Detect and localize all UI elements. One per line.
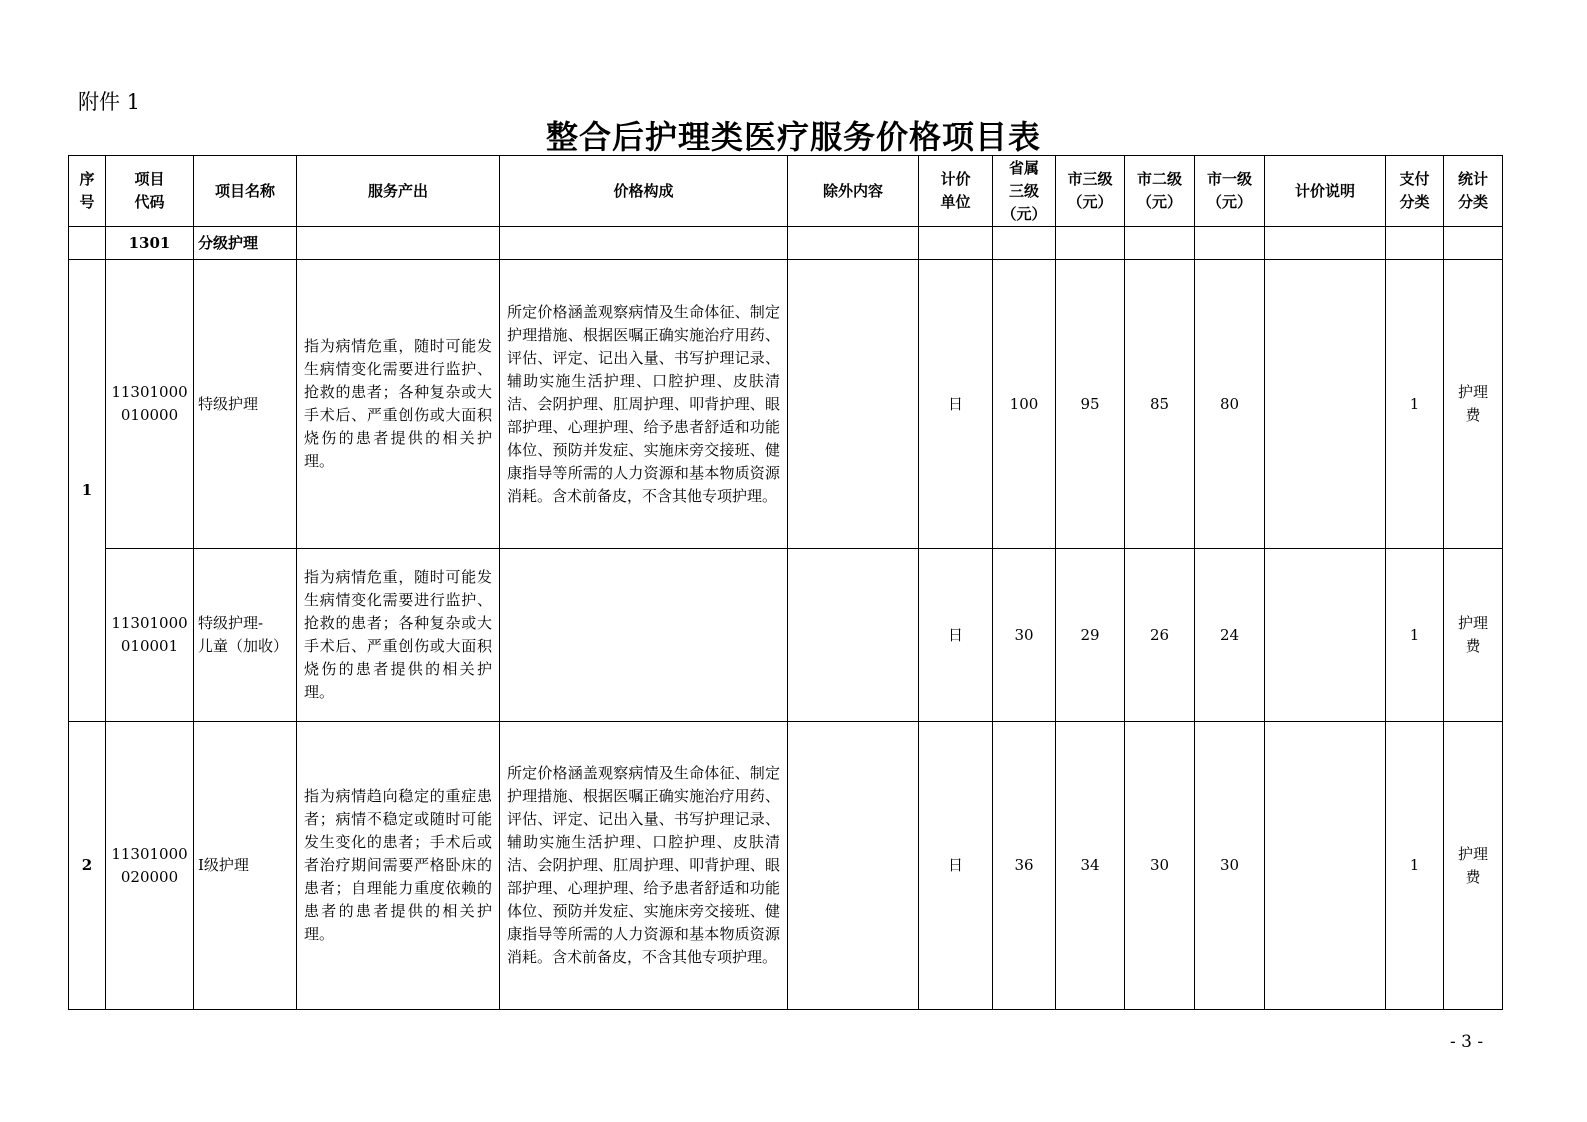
category-name: 分级护理 (194, 227, 297, 260)
row-price-composition (500, 549, 788, 722)
row-unit: 日 (919, 260, 993, 549)
header-seq: 序 号 (69, 156, 106, 227)
table-row (69, 549, 1503, 722)
row-name: Ⅰ级护理 (194, 722, 297, 1010)
row-pay: 1 (1386, 722, 1444, 1010)
row-output: 指为病情危重，随时可能发生病情变化需要进行监护、抢救的患者；各种复杂或大手术后、严重创伤或大面积烧伤的患者提供的相关护理。 (297, 549, 500, 722)
row-stat: 护理 费 (1444, 260, 1503, 549)
row-unit: 日 (919, 549, 993, 722)
header-pricing-notes: 计价说明 (1265, 156, 1386, 227)
row-pricing-notes (1265, 722, 1386, 1010)
category-row (69, 227, 1503, 260)
row-name: 特级护理- 儿童（加收） (194, 549, 297, 722)
header-code: 项目 代码 (106, 156, 194, 227)
header-exclusions: 除外内容 (788, 156, 919, 227)
page-number: - 3 - (1450, 1032, 1484, 1052)
row-stat: 护理 费 (1444, 549, 1503, 722)
row-city2-price: 85 (1125, 260, 1195, 549)
row-exclusions (788, 722, 919, 1010)
row-city3-price: 29 (1056, 549, 1125, 722)
row-city2-price: 30 (1125, 722, 1195, 1010)
row-unit: 日 (919, 722, 993, 1010)
header-city1: 市一级 （元） (1195, 156, 1265, 227)
row-provincial-price: 30 (993, 549, 1056, 722)
header-unit: 计价 单位 (919, 156, 993, 227)
row-output: 指为病情危重，随时可能发生病情变化需要进行监护、抢救的患者；各种复杂或大手术后、严重创伤或大面积烧伤的患者提供的相关护理。 (297, 260, 500, 549)
table-row (69, 722, 1503, 1010)
row-city3-price: 95 (1056, 260, 1125, 549)
row-city3-price: 34 (1056, 722, 1125, 1010)
header-name: 项目名称 (194, 156, 297, 227)
row-exclusions (788, 260, 919, 549)
row-code: 11301000 010001 (106, 549, 194, 722)
row-stat: 护理 费 (1444, 722, 1503, 1010)
header-stat: 统计 分类 (1444, 156, 1503, 227)
row-city1-price: 30 (1195, 722, 1265, 1010)
category-code: 1301 (106, 227, 194, 260)
row-seq: 2 (69, 722, 106, 1010)
header-provincial: 省属 三级 （元） (993, 156, 1056, 227)
row-city1-price: 24 (1195, 549, 1265, 722)
row-price-composition: 所定价格涵盖观察病情及生命体征、制定护理措施、根据医嘱正确实施治疗用药、评估、评定、记出入量、书写护理记录、辅助实施生活护理、口腔护理、皮肤清洁、会阴护理、肛周护理、叩背护理、眼部护理、心理护理、给予患者舒适和功能体位、预防并发症、实施床旁交接班、健康指导等所需的人力资源和基本物质资源消耗。含术前备皮，不含其他专项护理。 (500, 722, 788, 1010)
document-title: 整合后护理类医疗服务价格项目表 (545, 118, 1041, 156)
header-output: 服务产出 (297, 156, 500, 227)
category-seq-cell (69, 227, 106, 260)
row-pricing-notes (1265, 260, 1386, 549)
row-pricing-notes (1265, 549, 1386, 722)
row-name: 特级护理 (194, 260, 297, 549)
header-city3: 市三级 （元） (1056, 156, 1125, 227)
row-seq: 1 (69, 260, 106, 722)
row-city2-price: 26 (1125, 549, 1195, 722)
row-provincial-price: 36 (993, 722, 1056, 1010)
row-code: 11301000 010000 (106, 260, 194, 549)
row-price-composition: 所定价格涵盖观察病情及生命体征、制定护理措施、根据医嘱正确实施治疗用药、评估、评定、记出入量、书写护理记录、辅助实施生活护理、口腔护理、皮肤清洁、会阴护理、肛周护理、叩背护理、眼部护理、心理护理、给予患者舒适和功能体位、预防并发症、实施床旁交接班、健康指导等所需的人力资源和基本物质资源消耗。含术前备皮，不含其他专项护理。 (500, 260, 788, 549)
row-provincial-price: 100 (993, 260, 1056, 549)
row-city1-price: 80 (1195, 260, 1265, 549)
header-row (69, 156, 1503, 227)
header-pay: 支付 分类 (1386, 156, 1444, 227)
row-output: 指为病情趋向稳定的重症患者；病情不稳定或随时可能发生变化的患者；手术后或者治疗期间需要严格卧床的患者；自理能力重度依赖的患者的患者提供的相关护理。 (297, 722, 500, 1010)
row-exclusions (788, 549, 919, 722)
header-city2: 市二级 （元） (1125, 156, 1195, 227)
table-row (69, 260, 1503, 549)
header-price-composition: 价格构成 (500, 156, 788, 227)
row-pay: 1 (1386, 549, 1444, 722)
price-items-table (68, 155, 1503, 1010)
row-code: 11301000 020000 (106, 722, 194, 1010)
attachment-label: 附件 1 (78, 90, 141, 114)
row-pay: 1 (1386, 260, 1444, 549)
